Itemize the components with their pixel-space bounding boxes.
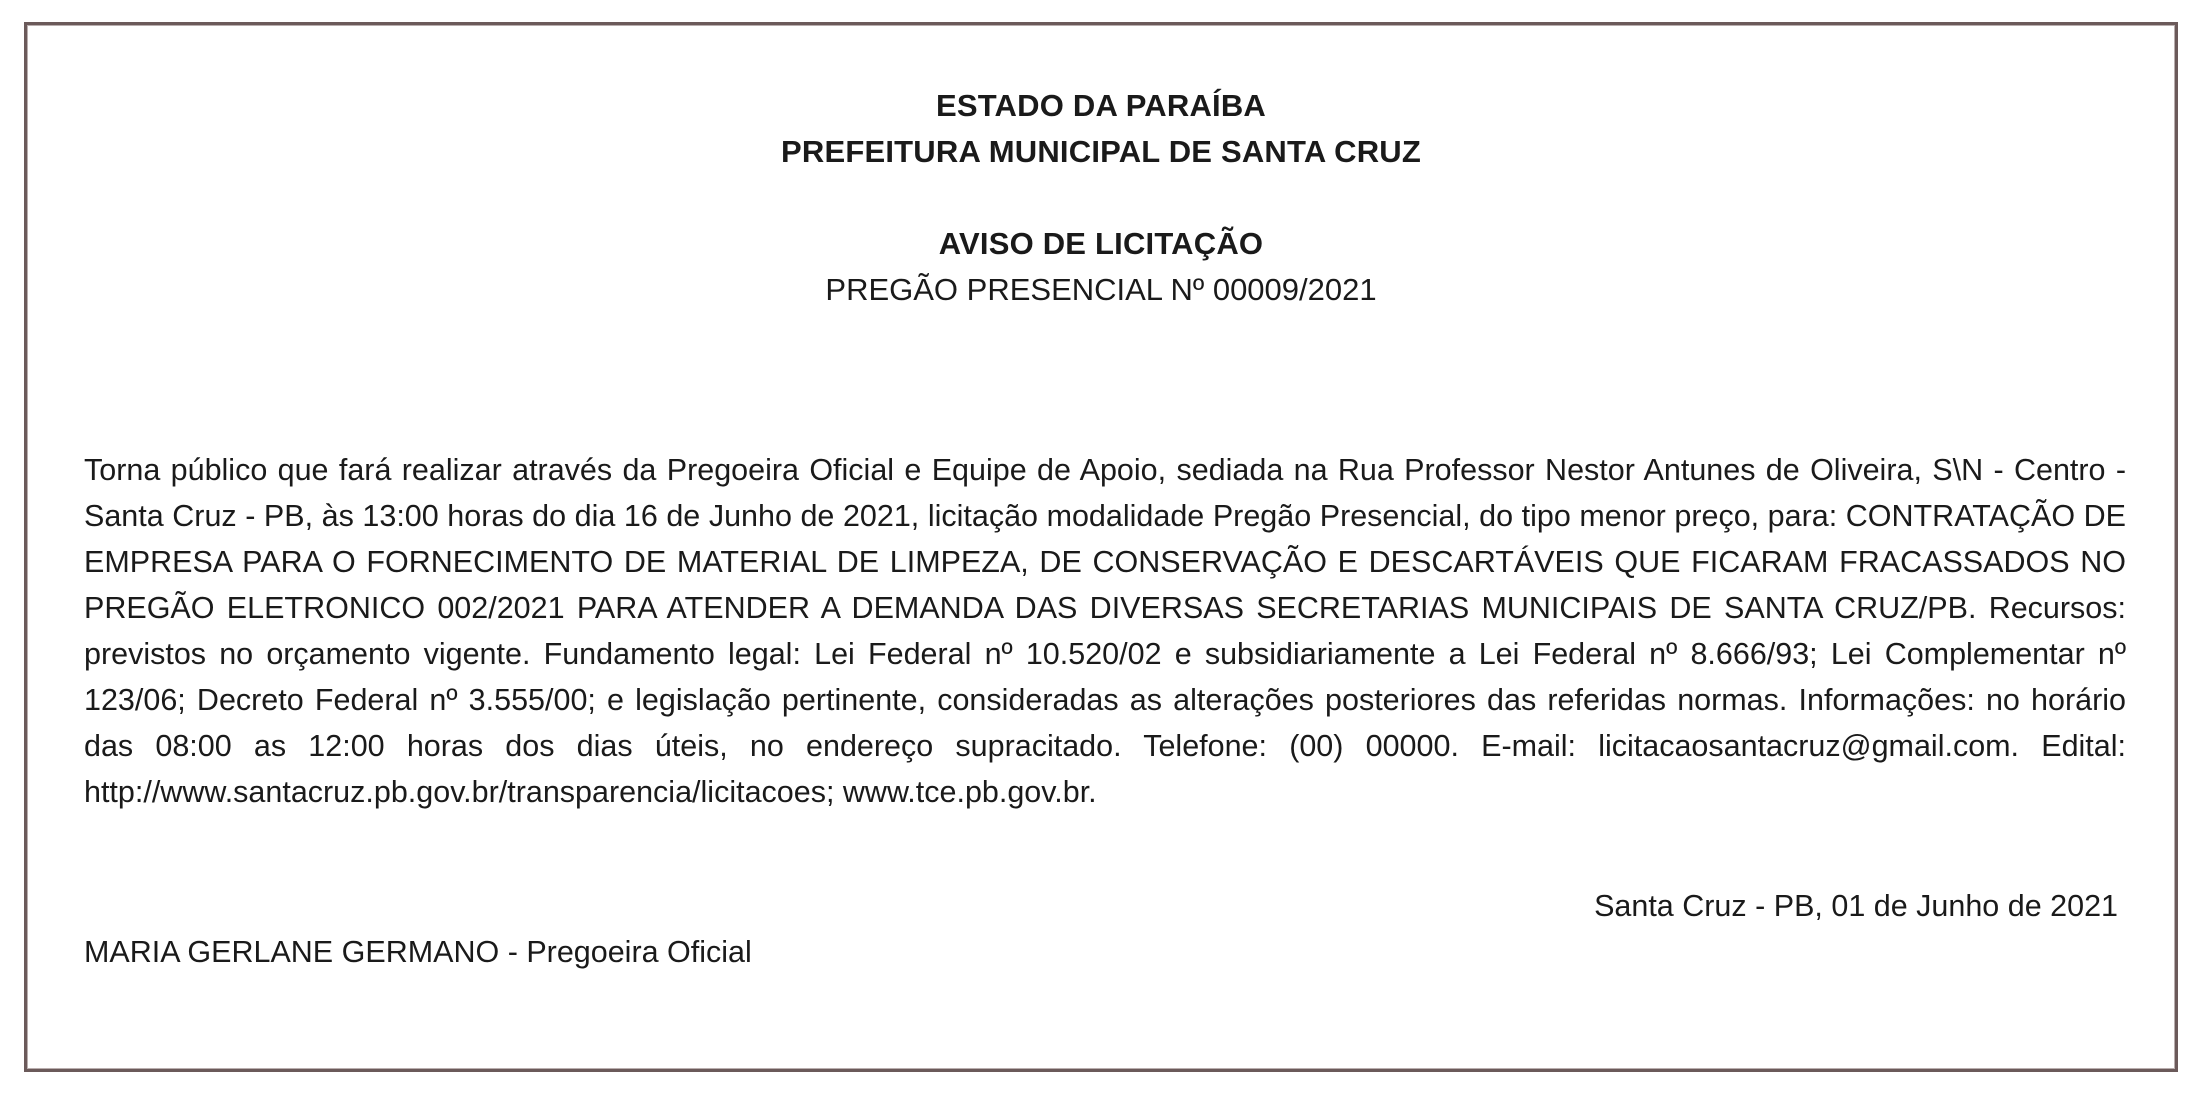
notice-frame: [24, 22, 2178, 1072]
header-spacer: [27, 175, 2175, 221]
place-date: Santa Cruz - PB, 01 de Junho de 2021: [1594, 889, 2118, 923]
municipality-name: PREFEITURA MUNICIPAL DE SANTA CRUZ: [781, 134, 1421, 169]
notice-header: [27, 83, 2175, 313]
signature-line: MARIA GERLANE GERMANO - Pregoeira Oficial: [84, 935, 752, 969]
state-name: ESTADO DA PARAÍBA: [935, 88, 1267, 123]
notice-title: AVISO DE LICITAÇÃO: [938, 226, 1264, 261]
procedure-number: PREGÃO PRESENCIAL Nº 00009/2021: [825, 272, 1377, 307]
notice-body: Torna público que fará realizar através da Pregoeira Oficial e Equipe de Apoio, sediada na Rua Professor Nestor Antunes de Oliveira, S\N - Centro - Santa Cruz - PB, às 13:00 horas do dia 16 de Junho de 2021, licitação modalidade Pregão Presencial, do tipo menor preço, para: CONTRATAÇÃO DE EMPRESA PARA O FORNECIMENTO DE MATERIAL DE LIMPEZA, DE CONSERVAÇÃO E DESCARTÁVEIS QUE FICARAM FRACASSADOS NO PREGÃO ELETRONICO 002/2021 PARA ATENDER A DEMANDA DAS DIVERSAS SECRETARIAS MUNICIPAIS DE SANTA CRUZ/PB. Recursos: previstos no orçamento vigente. Fundamento legal: Lei Federal nº 10.520/02 e subsidiariamente a Lei Federal nº 8.666/93; Lei Complementar nº 123/06; Decreto Federal nº 3.555/00; e legislação pertinente, consideradas as alterações posteriores das referidas normas. Informações: no horário das 08:00 as 12:00 horas dos dias úteis, no endereço supracitado. Telefone: (00) 00000. E-mail: licitacaosantacruz@gmail.com. Edital: http://www.santacruz.pb.gov.br/transparencia/licitacoes; www.tce.pb.gov.br.: [84, 453, 2126, 809]
